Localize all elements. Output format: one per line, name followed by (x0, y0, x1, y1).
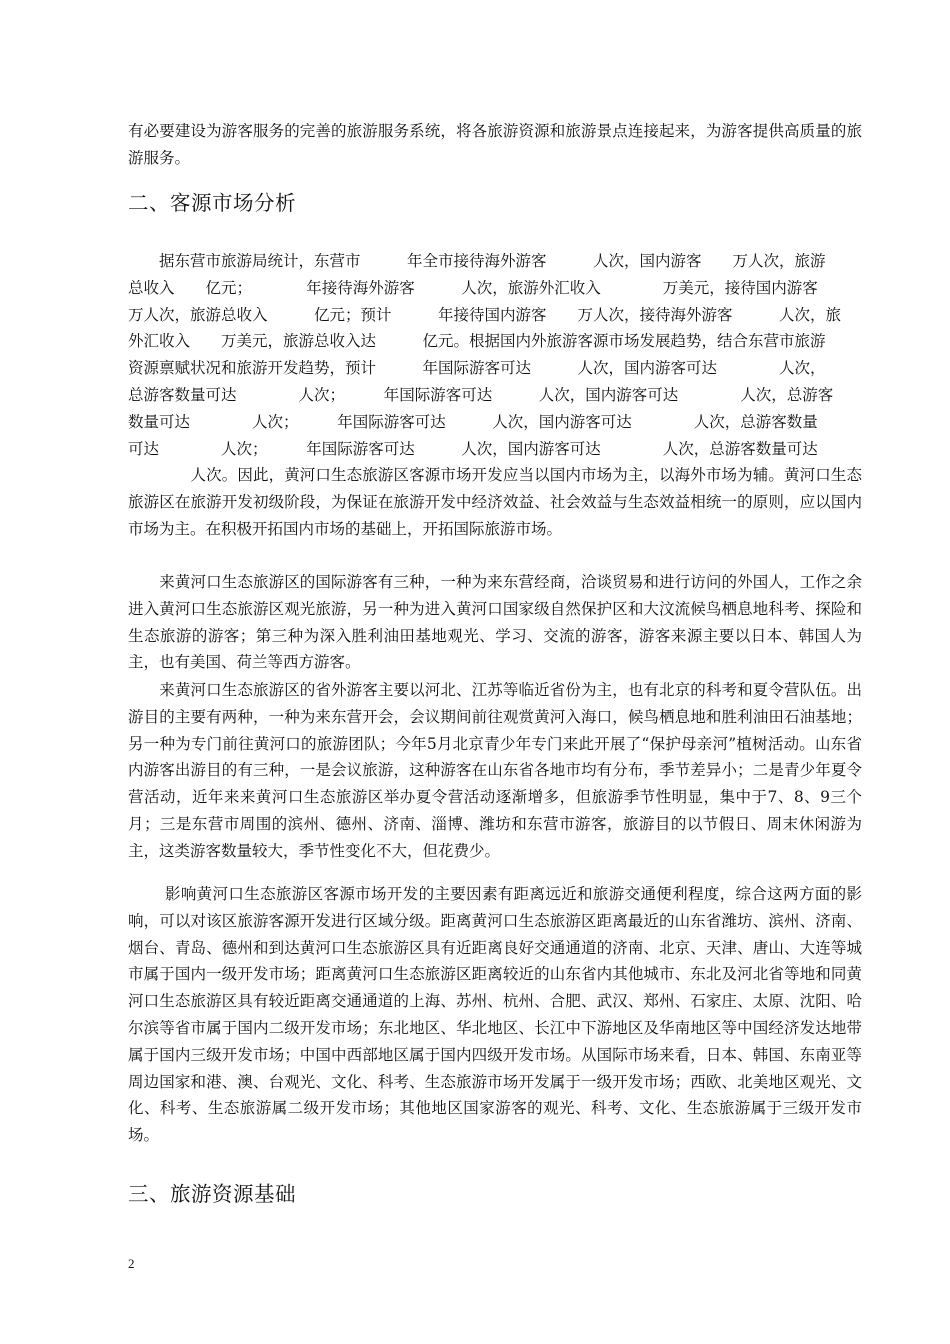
statistics-line: 万人次，旅游总收入 亿元；预计 年接待国内游客 万人次，接待海外游客 人次，旅 (128, 305, 842, 324)
statistics-line: 可达 人次； 年国际游客可达 人次，国内游客可达 人次，总游客数量可达 (128, 439, 818, 458)
statistics-line: 数量可达 人次； 年国际游客可达 人次，国内游客可达 人次，总游客数量 (128, 412, 818, 431)
statistics-line: 总收入 亿元； 年接待海外游客 人次，旅游外汇收入 万美元，接待国内游客 (128, 278, 818, 297)
page-number: 2 (128, 1256, 135, 1271)
statistics-paragraph (128, 248, 862, 543)
domestic-visitors-paragraph: 来黄河口生态旅游区的省外游客主要以河北、江苏等临近省份为主，也有北京的科考和夏令营队伍。出游目的主要有两种，一种为来东营开会，会议期间前往观赏黄河入海口，候鸟栖息地和胜利油田石油基地；另一种为专门前往黄河口的旅游团队；今年5月北京青少年专门来此开展了“保护母亲河”植树活动。山东省内游客出游目的有三种，一是会议旅游，这种游客在山东省各地市均有分布，季节差异小；二是青少年夏令营活动，近年来来黄河口生态旅游区举办夏令营活动逐渐增多，但旅游季节性明显，集中于7、8、9三个月；三是东营市周围的滨州、德州、济南、淄博、潍坊和东营市游客，旅游目的以节假日、周末休闲游为主，这类游客数量较大，季节性变化不大，但花费少。 (128, 681, 862, 860)
intro-paragraph: 有必要建设为游客服务的完善的旅游服务系统，将各旅游资源和旅游景点连接起来，为游客提供高质量的旅游服务。 (128, 122, 862, 167)
statistics-line: 总游客数量可达 人次； 年国际游客可达 人次，国内游客可达 人次，总游客 (128, 385, 834, 404)
international-visitors-paragraph: 来黄河口生态旅游区的国际游客有三种，一种为来东营经商，洽谈贸易和进行访问的外国人，工作之余进入黄河口生态旅游区观光旅游，另一种为进入黄河口国家级自然保护区和大汶流候鸟栖息地科考、探险和生态旅游的游客；第三种为深入胜利油田基地观光、学习、交流的游客，游客来源主要以日本、韩国人为主，也有美国、荷兰等西方游客。 (128, 573, 862, 672)
section-heading-market-analysis: 二、客源市场分析 (128, 191, 296, 215)
market-factors-paragraph: 影响黄河口生态旅游区客源市场开发的主要因素有距离远近和旅游交通便利程度，综合这两方面的影响，可以对该区旅游客源开发进行区域分级。距离黄河口生态旅游区距离最近的山东省潍坊、滨州、济南、烟台、青岛、德州和到达黄河口生态旅游区具有近距离良好交通通道的济南、北京、天津、唐山、大连等城市属于国内一级开发市场；距离黄河口生态旅游区距离较近的山东省内其他城市、东北及河北省等地和同黄河口生态旅游区具有较近距离交通通道的上海、苏州、杭州、合肥、武汉、郑州、石家庄、太原、沈阳、哈尔滨等省市属于国内二级开发市场；东北地区、华北地区、长江中下游地区及华南地区等中国经济发达地带属于国内三级开发市场；中国中西部地区属于国内四级开发市场。从国际市场来看，日本、韩国、东南亚等周边国家和港、澳、台观光、文化、科考、生态旅游市场开发属于一级开发市场；西欧、北美地区观光、文化、科考、生态旅游属二级开发市场；其他地区国家游客的观光、科考、文化、生态旅游属于三级开发市场。 (128, 885, 862, 1145)
section-heading-tourism-resources: 三、旅游资源基础 (128, 1182, 296, 1206)
statistics-line: 资源禀赋状况和旅游开发趋势，预计 年国际游客可达 人次，国内游客可达 人次， (128, 359, 826, 378)
statistics-line: 据东营市旅游局统计，东营市 年全市接待海外游客 人次，国内游客 万人次，旅游 (128, 252, 826, 270)
statistics-line: 外汇收入 万美元，旅游总收入达 亿元。根据国内外旅游客源市场发展趋势，结合东营市旅游 (128, 332, 826, 351)
statistics-conclusion: 人次。因此，黄河口生态旅游区客源市场开发应当以国内市场为主，以海外市场为辅。黄河口生态旅游区在旅游开发初级阶段，为保证在旅游开发中经济效益、社会效益与生态效益相统一的原则，应以国内市场为主。在积极开拓国内市场的基础上，开拓国际旅游市场。 (128, 466, 862, 538)
